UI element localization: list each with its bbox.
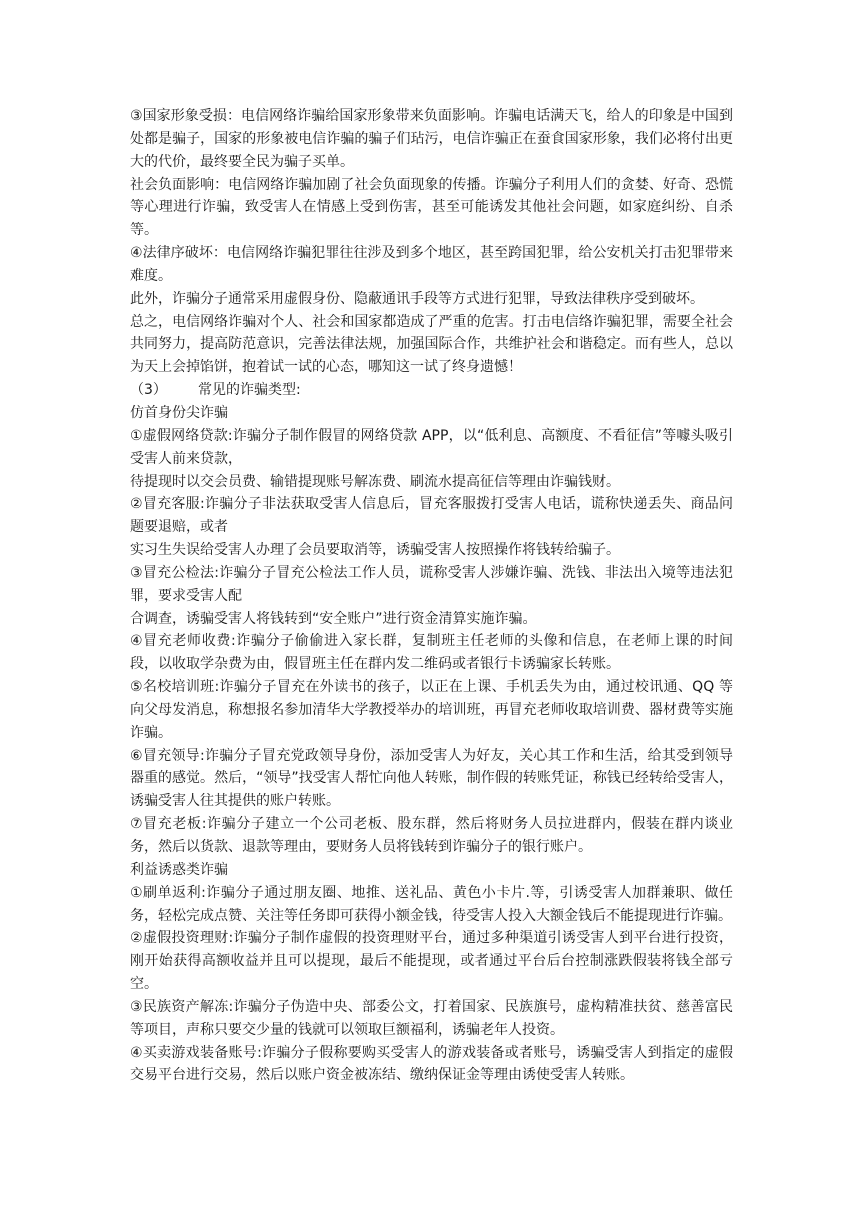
list-item: 合调查，诱骗受害人将钱转到“安全账户”进行资金清算实施诈骗。 xyxy=(130,610,537,627)
list-item: ③冒充公检法:诈骗分子冒充公检法工作人员，谎称受害人涉嫌诈骗、洗钱、非法出入境等违法犯罪，要求受害人配 xyxy=(130,564,733,604)
section-title: 常见的诈骗类型: xyxy=(198,382,301,399)
section-number: （3） xyxy=(130,382,167,399)
list-item: ③民族资产解冻:诈骗分子伪造中央、部委公文，打着国家、民族旗号，虚构精准扶贫、慈善富民等项目，声称只要交少量的钱就可以领取巨额福利，诱骗老年人投资。 xyxy=(130,998,733,1038)
subheading: 仿首身份尖诈骗 xyxy=(130,404,228,421)
section-heading xyxy=(130,379,733,402)
paragraph: 总之，电信网络诈骗对个人、社会和国家都造成了严重的危害。打击电信络诈骗犯罪，需要全社会共同努力，提高防范意识，完善法律法规，加强国际合作，共维护社会和谐稳定。而有些人，总以为天上会掉馅饼，抱着试一试的心态，哪知这一试了终身遗憾！ xyxy=(130,313,733,376)
list-item: ④买卖游戏装备账号:诈骗分子假称要购买受害人的游戏装备或者账号，诱骗受害人到指定的虚假交易平台进行交易，然后以账户资金被冻结、缴纳保证金等理由诱使受害人转账。 xyxy=(130,1044,733,1084)
list-item: ⑤名校培训班:诈骗分子冒充在外读书的孩子，以正在上课、手机丢失为由，通过校讯通、QQ 等向父母发消息，称想报名参加清华大学教授举办的培训班，再冒充老师收取培训费、器材费等实施诈骗。 xyxy=(130,679,733,741)
list-item: ②冒充客服:诈骗分子非法获取受害人信息后，冒充客服拨打受害人电话，谎称快递丢失、商品问题要退赔，或者 xyxy=(130,496,733,536)
document-body xyxy=(130,105,733,1087)
list-item: ⑥冒充领导:诈骗分子冒充党政领导身份，添加受害人为好友，关心其工作和生活，给其受到领导器重的感觉。然后，“领导”找受害人帮忙向他人转账，制作假的转账凭证，称钱已经转给受害人，诱骗受害人往其提供的账户转账。 xyxy=(130,747,733,810)
paragraph: 社会负面影响：电信网络诈骗加剧了社会负面现象的传播。诈骗分子利用人们的贪婪、好奇、恐慌等心理进行诈骗，致受害人在情感上受到伤害，甚至可能诱发其他社会问题，如家庭纠纷、自杀等。 xyxy=(130,176,733,239)
paragraph: 此外，诈骗分子通常采用虚假身份、隐蔽通讯手段等方式进行犯罪，导致法律秩序受到破坏。 xyxy=(130,290,704,307)
subheading: 利益诱惑类诈骗 xyxy=(130,861,228,878)
list-item: 实习生失误给受害人办理了会员要取消等，诱骗受害人按照操作将钱转给骗子。 xyxy=(130,542,620,559)
list-item: ②虚假投资理财:诈骗分子制作虚假的投资理财平台，通过多种渠道引诱受害人到平台进行投资，刚开始获得高额收益并且可以提现，最后不能提现，或者通过平台后台控制涨跌假装将钱全部亏空。 xyxy=(130,930,733,993)
paragraph: ④法律序破坏：电信网络诈骗犯罪往往涉及到多个地区，甚至跨国犯罪，给公安机关打击犯罪带来难度。 xyxy=(130,245,733,284)
list-item: 待提现时以交会员费、输错提现账号解冻费、刷流水提高征信等理由诈骗钱财。 xyxy=(130,473,620,490)
paragraph: ③国家形象受损：电信网络诈骗给国家形象带来负面影响。诈骗电话满天飞，给人的印象是中国到处都是骗子，国家的形象被电信诈骗的骗子们玷污，电信诈骗正在蚕食国家形象，我们必将付出更大的代价，最终要全民为骗子买单。 xyxy=(130,108,733,170)
list-item: ①刷单返利:诈骗分子通过朋友圈、地推、送礼品、黄色小卡片.等，引诱受害人加群兼职、做任务，轻松完成点赞、关注等任务即可获得小额金钱，待受害人投入大额金钱后不能提现进行诈骗。 xyxy=(130,884,733,924)
list-item: ⑦冒充老板:诈骗分子建立一个公司老板、股东群，然后将财务人员拉进群内，假装在群内谈业务，然后以货款、退款等理由，要财务人员将钱转到诈骗分子的银行账户。 xyxy=(130,816,733,855)
list-item: ④冒充老师收费:诈骗分子偷偷进入家长群，复制班主任老师的头像和信息，在老师上课的时间段，以收取学杂费为由，假冒班主任在群内发二维码或者银行卡诱骗家长转账。 xyxy=(130,633,733,673)
list-item: ①虚假网络贷款:诈骗分子制作假冒的网络贷款 APP，以“低利息、高额度、不看征信”等噱头吸引受害人前来贷款， xyxy=(130,427,733,467)
